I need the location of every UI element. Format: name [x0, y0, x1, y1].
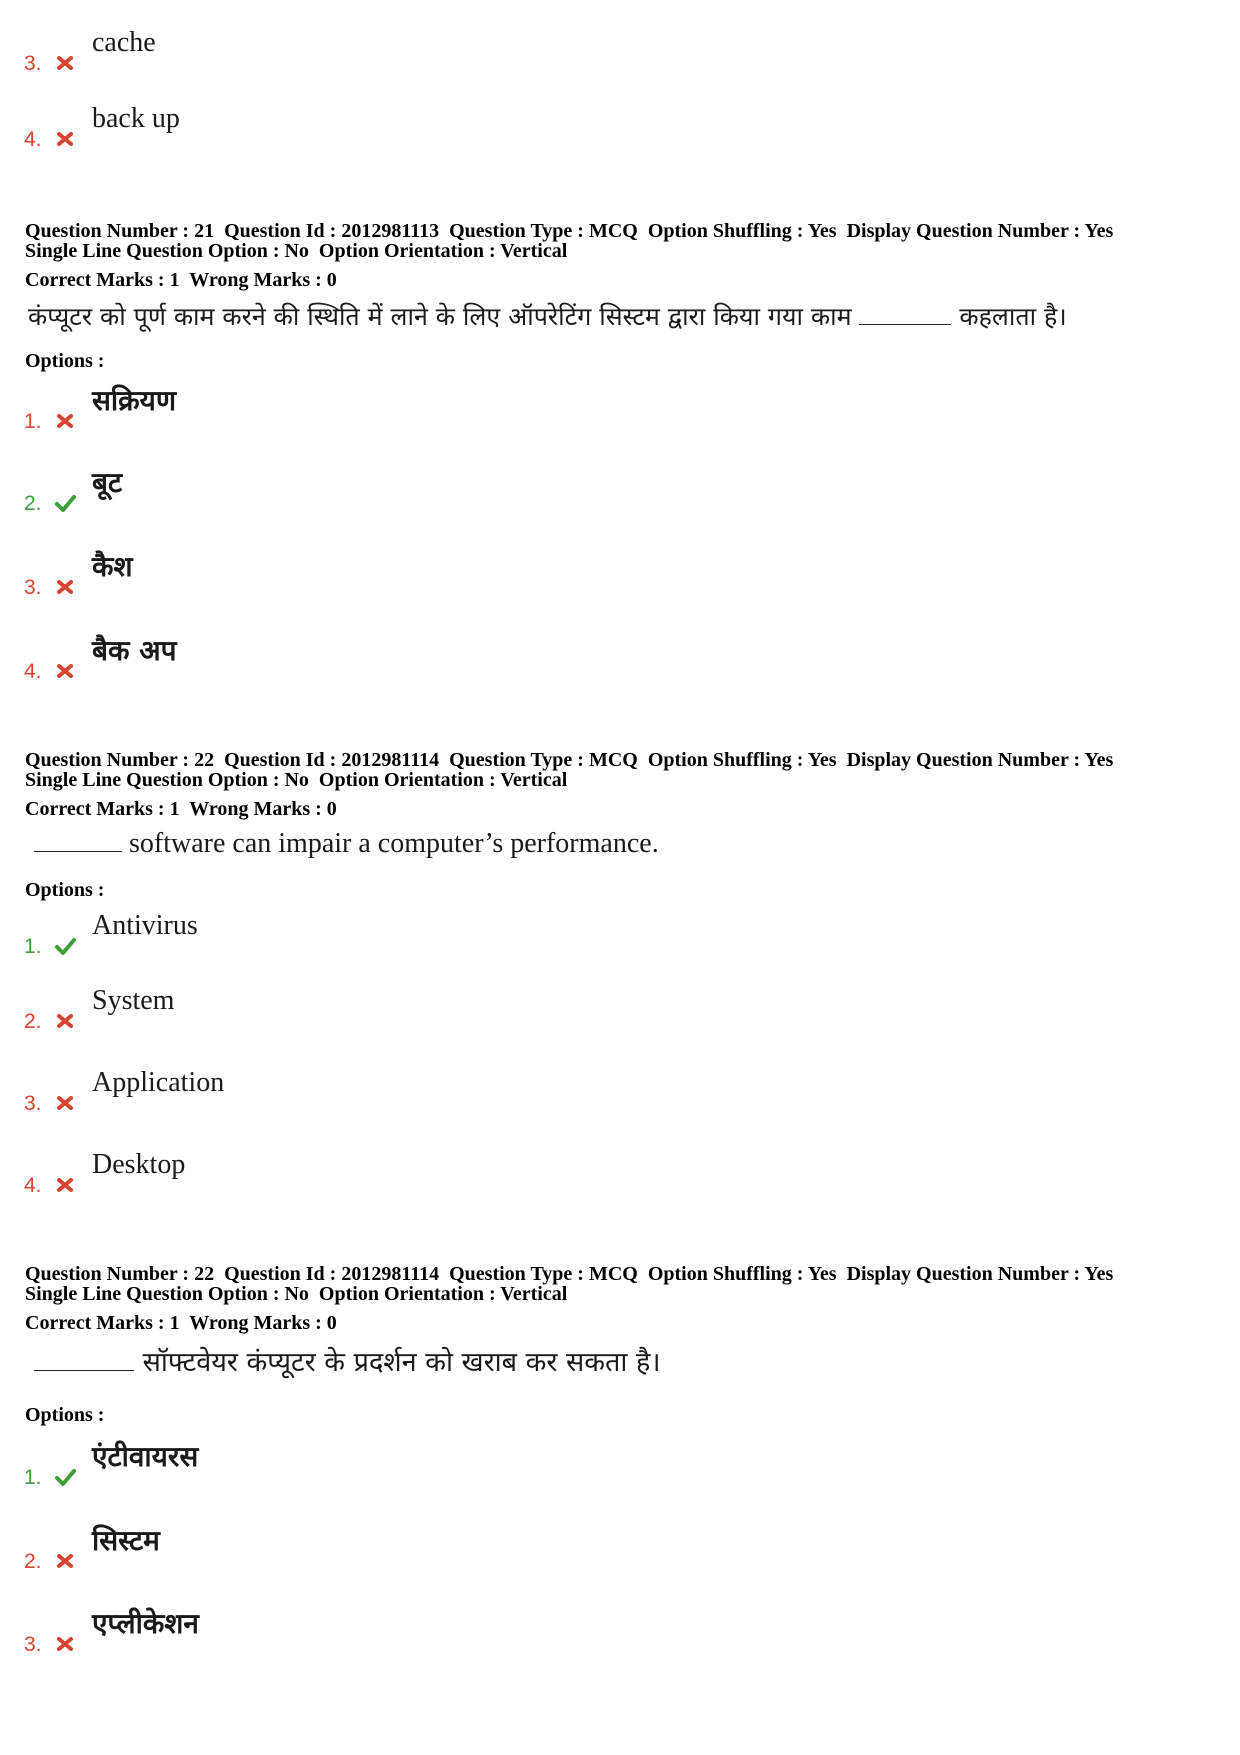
options-label: Options :	[25, 1404, 105, 1426]
question-text-before: कंप्यूटर को पूर्ण काम करने की स्थिति में लाने के लिए ऑपरेटिंग सिस्टम द्वारा किया गया काम	[28, 302, 860, 331]
option-number: 3.	[24, 1092, 42, 1115]
wrong-cross-icon	[54, 1092, 76, 1114]
option-number: 4.	[24, 1174, 42, 1197]
wrong-cross-icon	[54, 660, 76, 682]
option-item	[24, 26, 824, 76]
answer-blank	[859, 302, 951, 325]
option-text: सक्रियण	[92, 384, 177, 417]
wrong-cross-icon	[54, 576, 76, 598]
option-text: back up	[92, 103, 180, 134]
option-text: एंटीवायरस	[92, 1440, 199, 1473]
wrong-cross-icon	[54, 1174, 76, 1196]
option-item	[24, 1524, 824, 1574]
question-text	[28, 300, 1067, 334]
question-text	[34, 827, 659, 861]
option-item	[24, 384, 824, 434]
option-text: System	[92, 985, 175, 1016]
question-meta-line-2: Single Line Question Option : No Option Orientation : Vertical	[25, 240, 568, 262]
option-number: 3.	[24, 52, 42, 75]
option-number: 1.	[24, 935, 42, 958]
option-number: 4.	[24, 660, 42, 683]
option-item	[24, 102, 824, 152]
option-number: 2.	[24, 1010, 42, 1033]
option-number: 2.	[24, 492, 42, 515]
option-text: सिस्टम	[92, 1524, 160, 1557]
option-item	[24, 466, 824, 516]
option-text: cache	[92, 27, 156, 58]
option-number: 1.	[24, 1466, 42, 1489]
wrong-cross-icon	[54, 128, 76, 150]
question-text-after: सॉफ्टवेयर कंप्यूटर के प्रदर्शन को खराब कर सकता है।	[134, 1347, 661, 1378]
option-number: 3.	[24, 576, 42, 599]
option-text: Desktop	[92, 1149, 186, 1180]
option-text: एप्लीकेशन	[92, 1607, 199, 1640]
wrong-cross-icon	[54, 1550, 76, 1572]
option-number: 4.	[24, 128, 42, 151]
wrong-cross-icon	[54, 52, 76, 74]
option-text: Antivirus	[92, 910, 198, 941]
question-marks: Correct Marks : 1 Wrong Marks : 0	[25, 1312, 337, 1334]
question-text	[34, 1346, 661, 1380]
option-item	[24, 634, 824, 684]
question-meta-line-1: Question Number : 22 Question Id : 2012981114 Question Type : MCQ Option Shuffling : Yes Display Question Number : Yes	[25, 1263, 1114, 1285]
wrong-cross-icon	[54, 410, 76, 432]
option-number: 2.	[24, 1550, 42, 1573]
option-text: बूट	[92, 466, 123, 499]
question-meta-line-2: Single Line Question Option : No Option Orientation : Vertical	[25, 769, 568, 791]
option-item	[24, 550, 824, 600]
question-meta-line-1: Question Number : 21 Question Id : 2012981113 Question Type : MCQ Option Shuffling : Yes Display Question Number : Yes	[25, 220, 1114, 242]
option-number: 3.	[24, 1633, 42, 1656]
correct-check-icon	[54, 492, 76, 514]
option-item	[24, 984, 824, 1034]
answer-blank	[34, 1348, 134, 1371]
wrong-cross-icon	[54, 1633, 76, 1655]
question-marks: Correct Marks : 1 Wrong Marks : 0	[25, 798, 337, 820]
option-item	[24, 1607, 824, 1657]
option-item	[24, 1440, 824, 1490]
question-meta-line-2: Single Line Question Option : No Option Orientation : Vertical	[25, 1283, 568, 1305]
option-number: 1.	[24, 410, 42, 433]
option-item	[24, 1066, 824, 1116]
option-text: बैक अप	[92, 634, 177, 667]
question-text-after: software can impair a computer’s performance.	[122, 828, 659, 859]
option-item	[24, 1148, 824, 1198]
question-marks: Correct Marks : 1 Wrong Marks : 0	[25, 269, 337, 291]
answer-blank	[34, 829, 122, 852]
options-label: Options :	[25, 350, 105, 372]
option-text: Application	[92, 1067, 225, 1098]
option-item	[24, 909, 824, 959]
question-meta-line-1: Question Number : 22 Question Id : 2012981114 Question Type : MCQ Option Shuffling : Yes Display Question Number : Yes	[25, 749, 1114, 771]
wrong-cross-icon	[54, 1010, 76, 1032]
options-label: Options :	[25, 879, 105, 901]
correct-check-icon	[54, 1466, 76, 1488]
option-text: कैश	[92, 550, 133, 583]
correct-check-icon	[54, 935, 76, 957]
question-text-after: कहलाता है।	[951, 302, 1067, 331]
